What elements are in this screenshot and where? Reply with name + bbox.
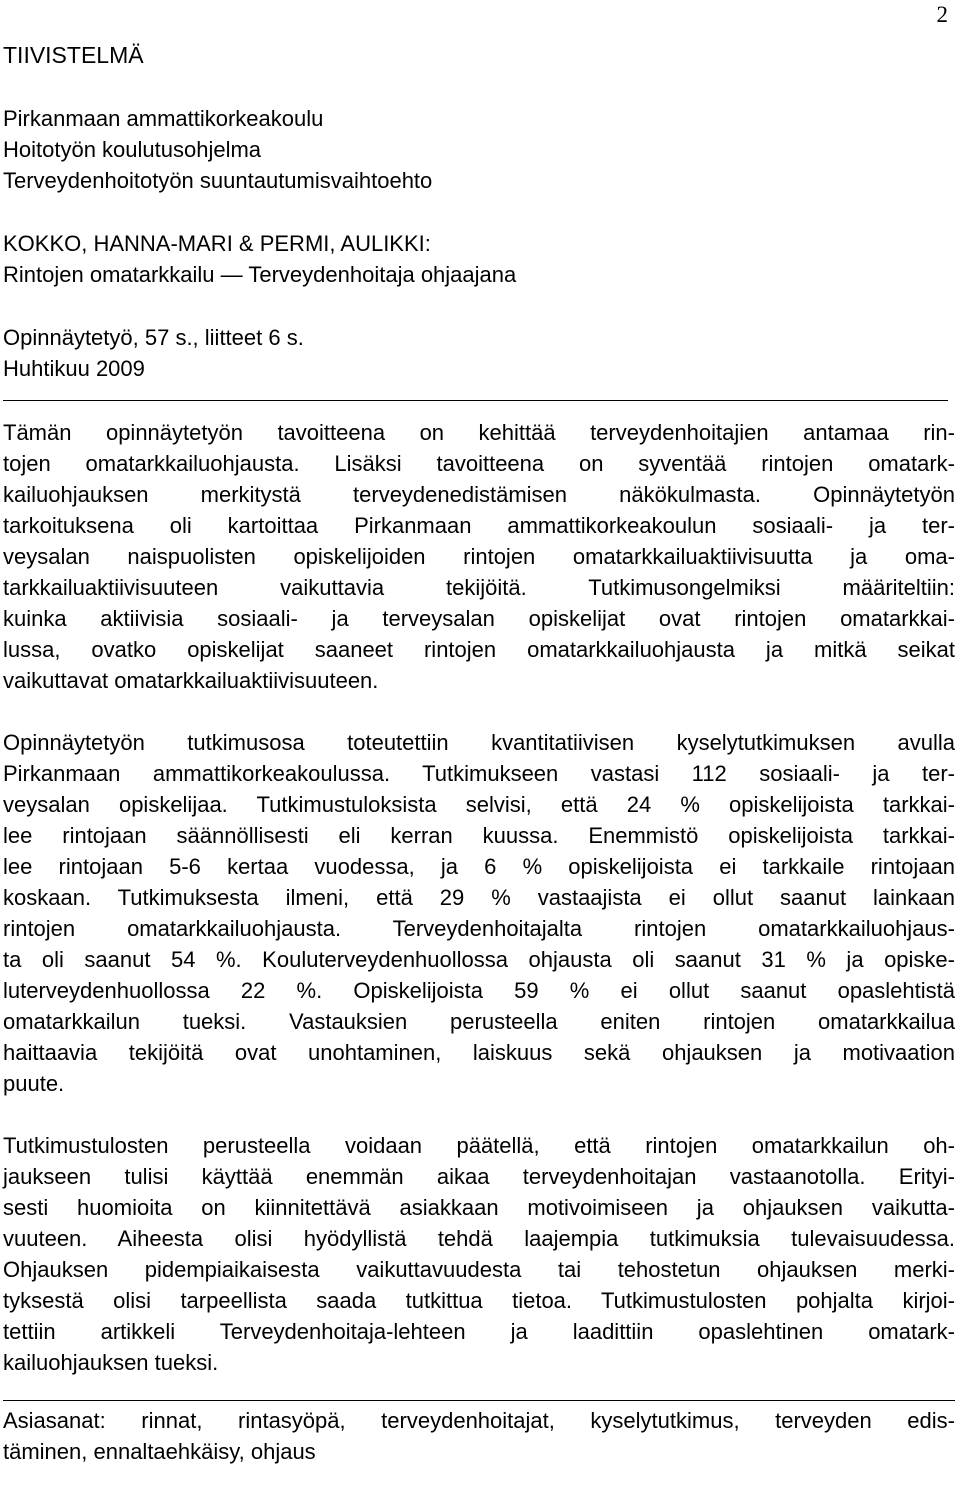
text-line: Ohjauksen pidempiaikaisesta vaikuttavuudesta tai tehostetun ohjauksen merki- [3,1257,955,1282]
abstract-body [3,417,955,1378]
specialization: Terveydenhoitotyön suuntautumisvaihtoehto [3,168,433,193]
text-line: Tämän opinnäytetyön tavoitteena on kehittää terveydenhoitajien antamaa rin- [3,420,955,445]
text-line: Asiasanat: rinnat, rintasyöpä, terveydenhoitajat, kyselytutkimus, terveyden edis- [3,1408,955,1433]
text-line: lussa, ovatko opiskelijat saaneet rintojen omatarkkailuohjausta ja mitkä seikat [3,637,955,662]
text-line: haittaavia tekijöitä ovat unohtaminen, laiskuus sekä ohjauksen ja motivaation [3,1040,955,1065]
abstract-paragraph [3,727,955,1099]
text-line: omatarkkailun tueksi. Vastauksien perusteella eniten rintojen omatarkkailua [3,1009,955,1034]
text-line: veysalan opiskelijaa. Tutkimustuloksista selvisi, että 24 % opiskelijoista tarkkai- [3,792,955,817]
text-line: kailuohjauksen tueksi. [3,1350,219,1375]
thesis-title: Rintojen omatarkkailu — Terveydenhoitaja ohjaajana [3,262,517,287]
text-line: veysalan naispuolisten opiskelijoiden rintojen omatarkkailuaktiivisuutta ja oma- [3,544,955,569]
text-line: kuinka aktiivisia sosiaali- ja terveysalan opiskelijat ovat rintojen omatarkkai- [3,606,955,631]
page-title: TIIVISTELMÄ [3,42,144,68]
text-line: sesti huomioita on kiinnitettävä asiakkaan motivoimiseen ja ohjauksen vaikutta- [3,1195,955,1220]
text-line: tyksestä olisi tarpeellista saada tutkittua tietoa. Tutkimustulosten pohjalta kirjoi- [3,1288,955,1313]
text-line: täminen, ennaltaehkäisy, ohjaus [3,1439,316,1464]
keywords [3,1405,955,1467]
text-line: vaikuttavat omatarkkailuaktiivisuuteen. [3,668,379,693]
text-line: tettiin artikkeli Terveydenhoitaja-lehteen ja laadittiin opaslehtinen omatark- [3,1319,955,1344]
info-block [3,103,955,384]
publication-date: Huhtikuu 2009 [3,356,145,381]
text-line: koskaan. Tutkimuksesta ilmeni, että 29 % vastaajista ei ollut saanut lainkaan [3,885,955,910]
divider-top [3,400,948,401]
divider-bottom [3,1400,955,1401]
page-count: Opinnäytetyö, 57 s., liitteet 6 s. [3,325,304,350]
text-line: ta oli saanut 54 %. Kouluterveydenhuollossa ohjausta oli saanut 31 % ja opiske- [3,947,955,972]
text-line: tojen omatarkkailuohjausta. Lisäksi tavoitteena on syventää rintojen omatark- [3,451,955,476]
abstract-paragraph [3,417,955,696]
text-line: rintojen omatarkkailuohjausta. Terveydenhoitajalta rintojen omatarkkailuohjaus- [3,916,955,941]
text-line: kailuohjauksen merkitystä terveydenedistämisen näkökulmasta. Opinnäytetyön [3,482,955,507]
text-line: luterveydenhuollossa 22 %. Opiskelijoista 59 % ei ollut saanut opaslehtistä [3,978,955,1003]
text-line: tarkoituksena oli kartoittaa Pirkanmaan ammattikorkeakoulun sosiaali- ja ter- [3,513,955,538]
abstract-paragraph [3,1130,955,1378]
text-line: vuuteen. Aiheesta olisi hyödyllistä tehdä laajempia tutkimuksia tulevaisuudessa. [3,1226,955,1251]
text-line: lee rintojaan 5-6 kertaa vuodessa, ja 6 % opiskelijoista ei tarkkaile rintojaan [3,854,955,879]
text-line: puute. [3,1071,65,1096]
school-name: Pirkanmaan ammattikorkeakoulu [3,106,324,131]
text-line: Opinnäytetyön tutkimusosa toteutettiin kvantitatiivisen kyselytutkimuksen avulla [3,730,955,755]
text-line: tarkkailuaktiivisuuteen vaikuttavia tekijöitä. Tutkimusongelmiksi määriteltiin: [3,575,955,600]
text-line: Pirkanmaan ammattikorkeakoulussa. Tutkimukseen vastasi 112 sosiaali- ja ter- [3,761,955,786]
authors: KOKKO, HANNA-MARI & PERMI, AULIKKI: [3,231,431,256]
page-number: 2 [936,2,948,27]
text-line: Tutkimustulosten perusteella voidaan päätellä, että rintojen omatarkkailun oh- [3,1133,955,1158]
text-line: jaukseen tulisi käyttää enemmän aikaa terveydenhoitajan vastaanotolla. Erityi- [3,1164,955,1189]
text-line: lee rintojaan säännöllisesti eli kerran kuussa. Enemmistö opiskelijoista tarkkai- [3,823,955,848]
document-body [3,40,955,1467]
program-name: Hoitotyön koulutusohjelma [3,137,262,162]
